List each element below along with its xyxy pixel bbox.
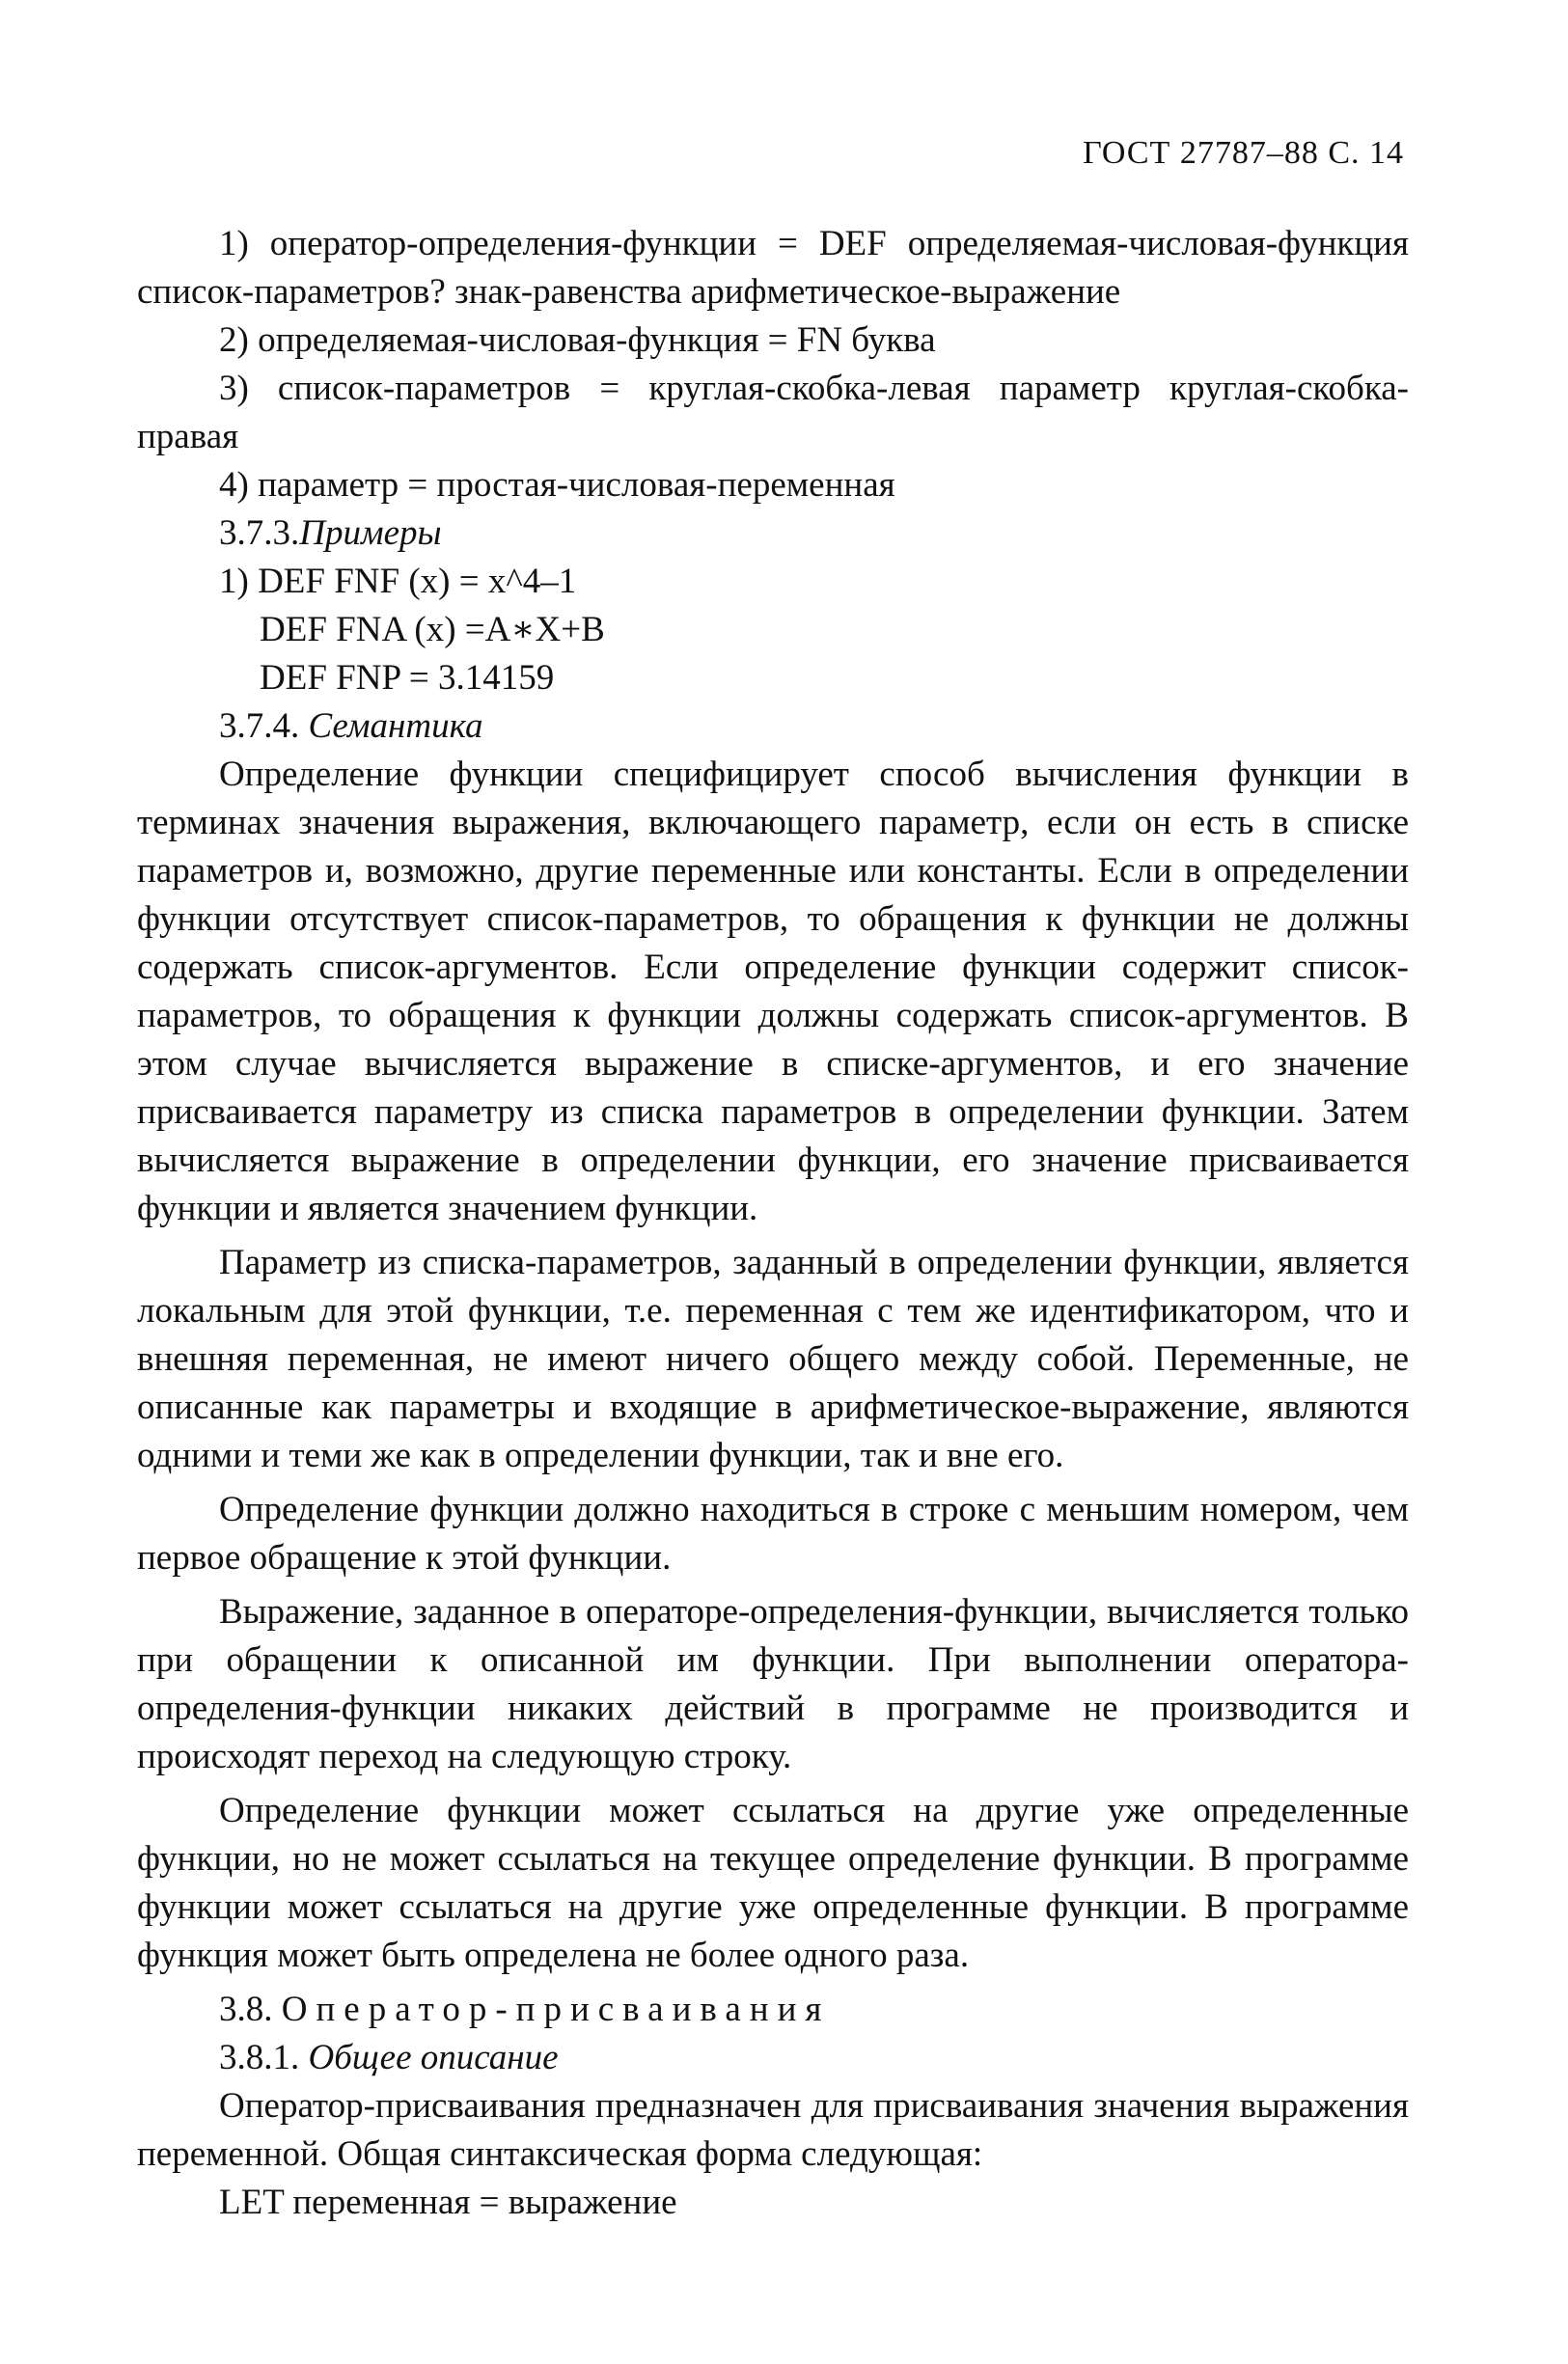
semantics-heading [137, 702, 1409, 751]
semantics-paragraph-3: Определение функции должно находиться в строке с меньшим номером, чем первое обращение к этой функции. [137, 1490, 1409, 1578]
semantics-heading-title: Семантика [308, 706, 483, 746]
example-line-1: 1) DEF FNF (x) = x^4–1 [219, 562, 577, 601]
examples-heading-number: 3.7.3. [219, 513, 300, 553]
page-content [137, 220, 1409, 2227]
subsection-3-8-1-number: 3.8.1. [219, 2038, 300, 2077]
syntax-rule-4: 4) параметр = простая-числовая-переменная [219, 465, 895, 505]
semantics-paragraph-4: Выражение, заданное в операторе-определения-функции, вычисляется только при обращении к описанной им функции. При выполнении оператора-определения-функции никаких действий в программе не производится и происходят переход на следующую строку. [137, 1592, 1409, 1776]
page-header: ГОСТ 27787–88 С. 14 [1083, 135, 1404, 171]
semantics-paragraph-5: Определение функции может ссылаться на другие уже определенные функции, но не может ссылаться на текущее определение функции. В программе функции может ссылаться на другие уже определенные функции. В программе функция может быть определена не более одного раза. [137, 1791, 1409, 1975]
syntax-rule-3: 3) список-параметров = круглая-скобка-левая параметр круглая-скобка-правая [137, 369, 1409, 456]
semantics-paragraph-2: Параметр из списка-параметров, заданный в определении функции, является локальным для этой функции, т.е. переменная с тем же идентификатором, что и внешняя переменная, не имеют ничего общего между собой. Переменные, не описанные как параметры и входящие в арифметическое-выражение, являются одними и теми же как в определении функции, так и вне его. [137, 1243, 1409, 1475]
semantics-paragraph-1: Определение функции специфицирует способ вычисления функции в терминах значения выражения, включающего параметр, если он есть в списке параметров и, возможно, другие переменные или константы. Если в определении функции отсутствует список-параметров, то обращения к функции не должны содержать список-аргументов. Если определение функции содержит список-параметров, то обращения к функции должны содержать список-аргументов. В этом случае вычисляется выражение в списке-аргументов, и его значение присваивается параметру из списка параметров в определении функции. Затем вычисляется выражение в определении функции, его значение присваивается функции и является значением функции. [137, 755, 1409, 1228]
semantics-heading-number: 3.7.4. [219, 706, 300, 746]
examples-heading-title: Примеры [299, 513, 442, 553]
section-3-8-number: 3.8. [219, 1990, 273, 2029]
section-3-8-heading [137, 1986, 1409, 2034]
examples-heading [137, 509, 1409, 558]
syntax-rule-1: 1) оператор-определения-функции = DEF определяемая-числовая-функция список-параметров? знак-равенства арифметическое-выражение [137, 224, 1409, 312]
example-line-2: DEF FNA (x) =A∗X+B [260, 610, 605, 649]
syntax-form: LET переменная = выражение [219, 2183, 677, 2222]
subsection-3-8-1-heading [137, 2034, 1409, 2082]
syntax-rule-2: 2) определяемая-числовая-функция = FN буква [219, 320, 936, 360]
subsection-3-8-1-title: Общее описание [308, 2038, 559, 2077]
section-3-8-paragraph-1: Оператор-присваивания предназначен для присваивания значения выражения переменной. Общая синтаксическая форма следующая: [137, 2086, 1409, 2174]
example-line-3: DEF FNP = 3.14159 [260, 658, 555, 698]
section-3-8-title: Оператор-присваивания [281, 1990, 831, 2029]
